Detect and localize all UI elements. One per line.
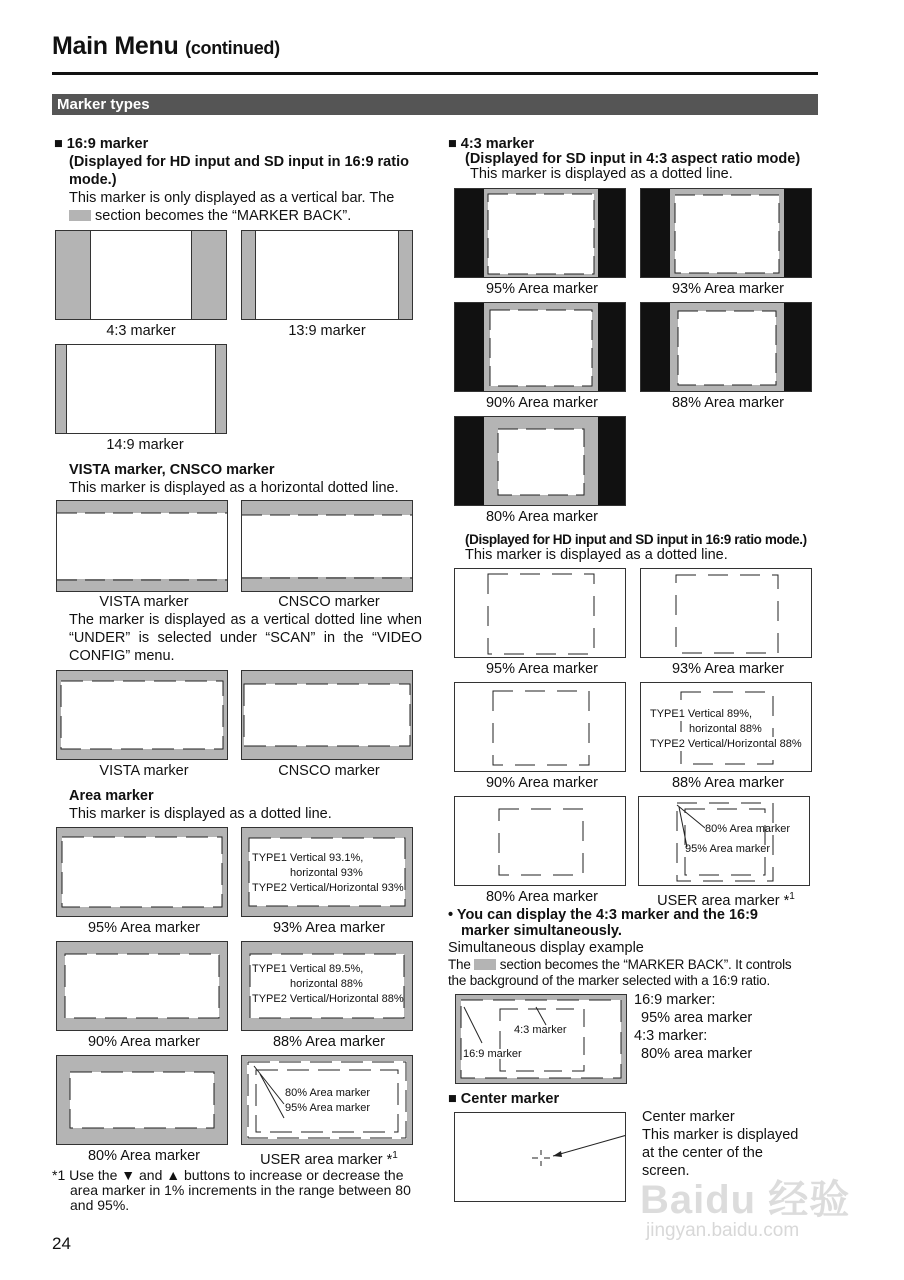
diagram-area-user (241, 1055, 413, 1145)
sim-right-4: 80% area marker (641, 1046, 753, 1062)
sim-line2: the background of the marker selected with a 16:9 ratio. (448, 973, 770, 988)
cap-area-95: 95% Area marker (87, 920, 201, 936)
diagram-hd-user (638, 796, 810, 886)
section-band: Marker types (52, 94, 818, 115)
m169-sub1: (Displayed for HD input and SD input in 16:9 ratio (69, 154, 409, 170)
footnote-line2: area marker in 1% increments in the range between 80 (70, 1182, 411, 1198)
cap-hd-95: 95% Area marker (485, 661, 599, 677)
bullet-line1: • You can display the 4:3 marker and the 16:9 (448, 907, 758, 923)
cap-hd-93: 93% Area marker (671, 661, 785, 677)
diagram-area-93 (241, 827, 413, 917)
center-l1: Center marker (642, 1109, 735, 1125)
diagram-center-marker (454, 1112, 626, 1202)
cap-cnsco: CNSCO marker (278, 594, 380, 610)
diagram-hd-88 (640, 682, 812, 772)
cap-hd-80: 80% Area marker (485, 889, 599, 905)
page-title-suffix: (continued) (185, 38, 280, 58)
cap-43-88: 88% Area marker (671, 395, 785, 411)
sim-line1: The section becomes the “MARKER BACK”. It controls (448, 957, 792, 972)
cap-43-marker: 4:3 marker (106, 323, 176, 339)
sim-right-1: 16:9 marker: (634, 992, 716, 1008)
marker-back-swatch (69, 210, 91, 221)
watermark-brand: Baidu 经验 (640, 1178, 851, 1222)
type93-l3: TYPE2 Vertical/Horizontal 93% (252, 882, 404, 894)
diagram-cnsco-under (241, 670, 413, 760)
type88-l1: TYPE1 Vertical 89.5%, (252, 963, 364, 975)
cap-area-90: 90% Area marker (87, 1034, 201, 1050)
hd-type88-l1: TYPE1 Vertical 89%, (650, 708, 753, 720)
diagram-area-80 (56, 1055, 228, 1145)
cap-43-90: 90% Area marker (485, 395, 599, 411)
sim-label-169: 16:9 marker (463, 1048, 522, 1060)
cap-43-95: 95% Area marker (485, 281, 599, 297)
sim-label-43: 4:3 marker (514, 1024, 567, 1036)
bullet-line2: marker simultaneously. (461, 923, 622, 939)
diagram-area-95 (56, 827, 228, 917)
diagram-cnsco-horizontal (241, 500, 413, 592)
m43-sub: (Displayed for SD input in 4:3 aspect ratio mode) (465, 151, 801, 167)
cap-hd-88: 88% Area marker (671, 775, 785, 791)
diagram-43-93 (640, 188, 812, 278)
center-l2: This marker is displayed (642, 1127, 799, 1143)
diagram-vista-under (56, 670, 228, 760)
center-l3: at the center of the (642, 1145, 763, 1161)
cap-hd-user-sup: 1 (789, 891, 795, 902)
cap-149-marker: 14:9 marker (106, 437, 184, 453)
hd-type88-l3: TYPE2 Vertical/Horizontal 88% (650, 738, 802, 750)
diagram-149-marker (55, 344, 227, 434)
cap-43-80: 80% Area marker (485, 509, 599, 525)
type88-l2: horizontal 88% (290, 978, 363, 990)
diagram-area-88 (241, 941, 413, 1031)
user-80-label: 80% Area marker (285, 1087, 370, 1099)
diagram-43-88 (640, 302, 812, 392)
diagram-139-marker (241, 230, 413, 320)
cap-area-88: 88% Area marker (272, 1034, 386, 1050)
vista-heading: VISTA marker, CNSCO marker (69, 462, 275, 478)
hd-user-80-label: 80% Area marker (705, 823, 790, 835)
cap-vista: VISTA marker (99, 594, 189, 610)
hd-desc: This marker is displayed as a dotted line. (465, 547, 728, 563)
sim-right-2: 95% area marker (641, 1010, 753, 1026)
cap-hd-user: USER area marker *$^1$ (657, 891, 795, 909)
page-number: 24 (52, 1234, 71, 1253)
diagram-vista-horizontal (56, 500, 228, 592)
m169-sub2: mode.) (69, 172, 117, 188)
page-title: Main Menu (continued) (52, 32, 280, 60)
type88-l3: TYPE2 Vertical/Horizontal 88% (252, 993, 404, 1005)
center-heading: ■ Center marker (448, 1091, 560, 1107)
cap-user-sup: 1 (392, 1150, 398, 1161)
user-95-label: 95% Area marker (285, 1102, 370, 1114)
m43-desc: This marker is displayed as a dotted line. (470, 166, 733, 182)
diagram-hd-93 (640, 568, 812, 658)
cap-43-93: 93% Area marker (671, 281, 785, 297)
footnote-line1: *1 Use the ▼ and ▲ buttons to increase or decrease the (52, 1167, 404, 1183)
type93-l2: horizontal 93% (290, 867, 363, 879)
cap-139-marker: 13:9 marker (288, 323, 366, 339)
m169-desc1: This marker is only displayed as a vertical bar. The (69, 190, 395, 206)
cap-area-80: 80% Area marker (87, 1148, 201, 1164)
diagram-simultaneous (455, 994, 627, 1084)
cap-area-user: USER area marker *$^1$ (260, 1150, 398, 1168)
cap-vista-2: VISTA marker (99, 763, 189, 779)
area-heading: Area marker (69, 788, 154, 804)
vertical-dotted-desc: The marker is displayed as a vertical dotted line when “UNDER” is selected under “SCAN” in the “VIDEO CONFIG” menu. (69, 612, 422, 664)
cap-hd-90: 90% Area marker (485, 775, 599, 791)
cap-area-93: 93% Area marker (272, 920, 386, 936)
diagram-hd-90 (454, 682, 626, 772)
m169-desc2-line: section becomes the “MARKER BACK”. (69, 207, 351, 225)
diagram-43-95 (454, 188, 626, 278)
watermark-url: jingyan.baidu.com (646, 1220, 800, 1241)
type93-l1: TYPE1 Vertical 93.1%, (252, 852, 364, 864)
m169-heading: ■ 16:9 marker (54, 136, 149, 152)
diagram-area-90 (56, 941, 228, 1031)
vista-desc: This marker is displayed as a horizontal dotted line. (69, 480, 399, 496)
sim-right-3: 4:3 marker: (634, 1028, 708, 1044)
hd-type88-l2: horizontal 88% (689, 723, 762, 735)
cap-cnsco-2: CNSCO marker (278, 763, 380, 779)
diagram-43-80 (454, 416, 626, 506)
center-l4: screen. (642, 1163, 690, 1179)
title-rule (52, 72, 818, 75)
m43-heading: ■ 4:3 marker (448, 136, 535, 152)
marker-back-swatch-2 (474, 959, 496, 970)
area-desc: This marker is displayed as a dotted line. (69, 806, 332, 822)
diagram-43-90 (454, 302, 626, 392)
diagram-43-marker (55, 230, 227, 320)
hd-user-95-label: 95% Area marker (685, 843, 770, 855)
hd-sub: (Displayed for HD input and SD input in 16:9 ratio mode.) (465, 532, 807, 547)
footnote-line3: and 95%. (70, 1197, 130, 1213)
diagram-hd-80 (454, 796, 626, 886)
diagram-hd-95 (454, 568, 626, 658)
sim-example: Simultaneous display example (448, 940, 644, 956)
